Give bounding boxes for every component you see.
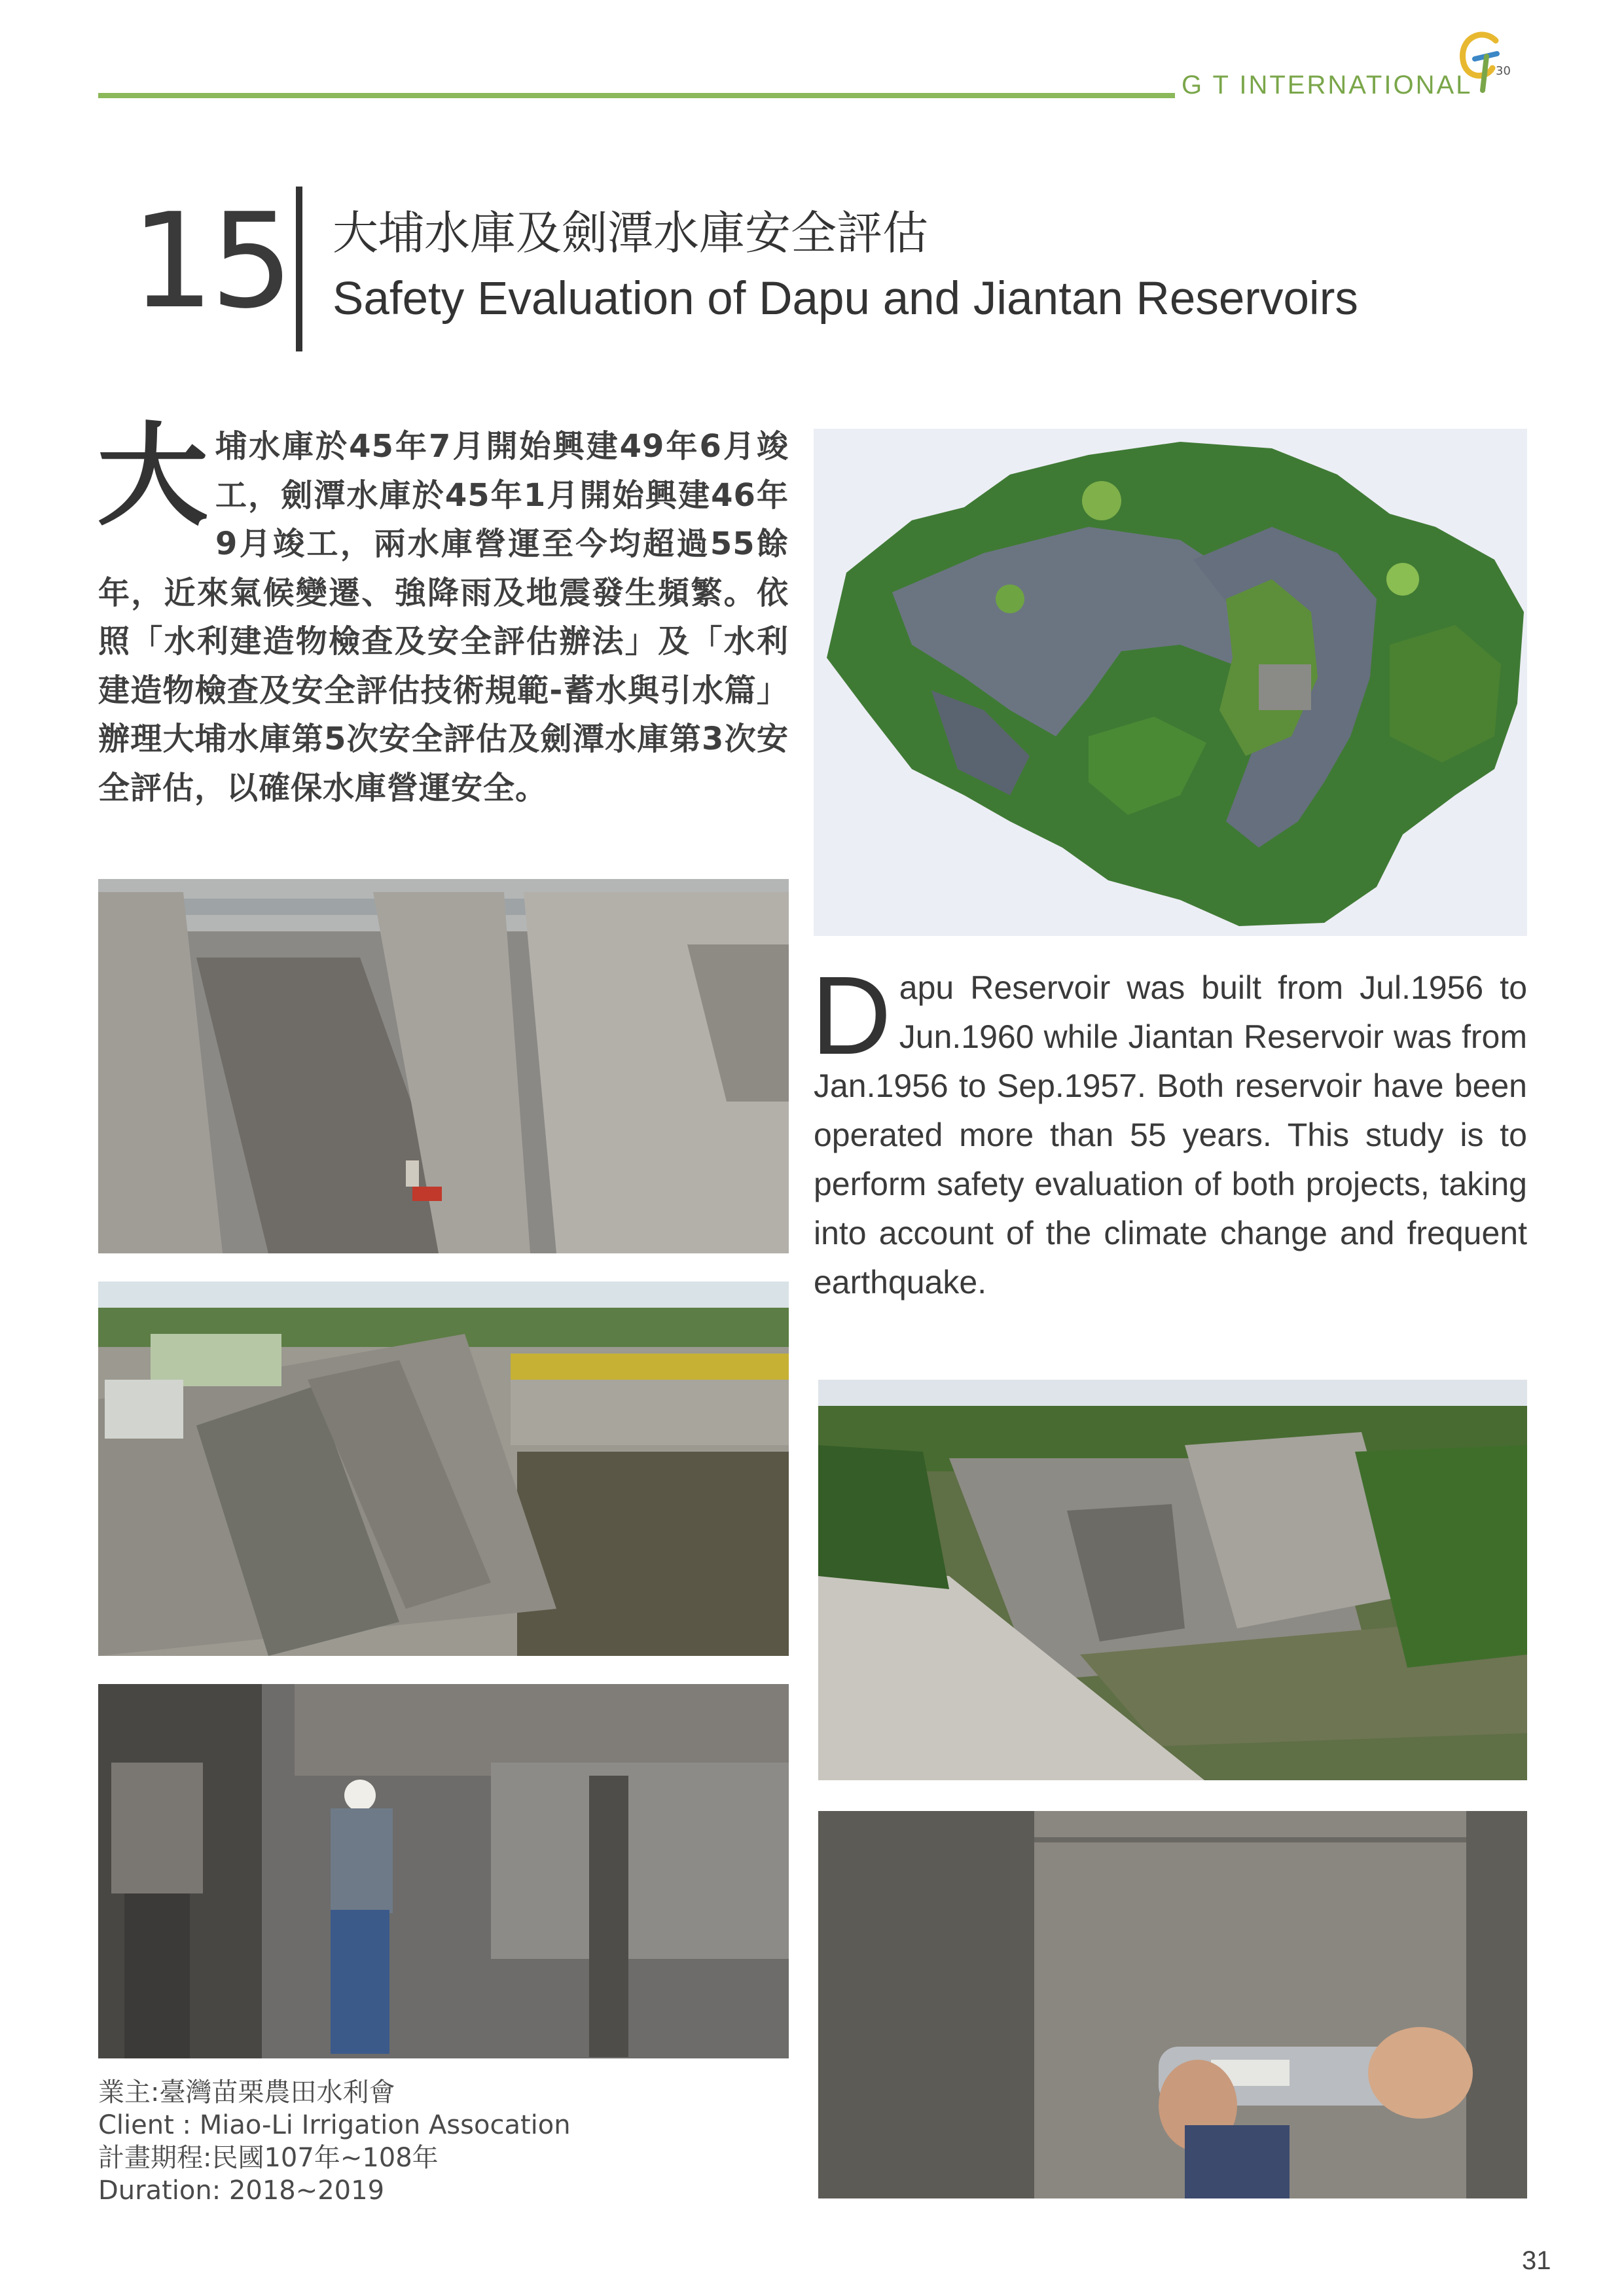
aerial-map-photo bbox=[814, 429, 1527, 936]
intake-gates-photo bbox=[98, 1282, 789, 1656]
project-number: 15 bbox=[131, 185, 290, 338]
description-en-text: apu Reservoir was built from Jul.1956 to Jun.1960 while Jiantan Reservoir was from Jan.1956 to Sep.1957. Both reservoir have been operated more than 55 years. This study is to perform safety evaluation of both projects, taking into account of the climate change and frequent earthquake. bbox=[814, 969, 1527, 1300]
client-zh: 業主:臺灣苗栗農田水利會 bbox=[98, 2077, 395, 2108]
title-divider bbox=[296, 187, 302, 351]
rebound-hammer-test-photo bbox=[818, 1811, 1527, 2198]
description-en bbox=[811, 954, 1527, 1307]
description-zh bbox=[97, 412, 789, 812]
header-rule bbox=[98, 93, 1175, 98]
duration-zh: 計畫期程:民國107年~108年 bbox=[98, 2143, 439, 2173]
project-title-zh: 大埔水庫及劍潭水庫安全評估 bbox=[333, 206, 928, 260]
brand-name: G T INTERNATIONAL bbox=[1182, 71, 1473, 99]
duration-en: Duration: 2018~2019 bbox=[98, 2176, 385, 2206]
drop-cap-zh: 大 bbox=[97, 412, 209, 541]
svg-text:30: 30 bbox=[1496, 64, 1511, 78]
project-title-en: Safety Evaluation of Dapu and Jiantan Reservoirs bbox=[333, 273, 1358, 325]
gt-logo bbox=[1456, 27, 1509, 93]
description-zh-text: 埔水庫於45年7月開始興建49年6月竣工，劍潭水庫於45年1月開始興建46年9月竣工，兩水庫營運至今均超過55餘年，近來氣候變遷、強降雨及地震發生頻繁。依照「水利建造物檢查及安全評估辦法」及「水利建造物檢查及安全評估技術規範-蓄水與引水篇」辦理大埔水庫第5次安全評估及劍潭水庫第3次安全評估，以確保水庫營運安全。 bbox=[98, 428, 789, 806]
page-number: 31 bbox=[1522, 2246, 1551, 2275]
project-info bbox=[98, 2076, 571, 2207]
client-en: Client : Miao-Li Irrigation Assocation bbox=[98, 2110, 571, 2140]
gate-inspection-worker-photo bbox=[98, 1684, 789, 2058]
spillway-inspection-photo bbox=[98, 879, 789, 1253]
weir-overview-photo bbox=[818, 1380, 1527, 1780]
drop-cap-en: D bbox=[811, 954, 892, 1078]
